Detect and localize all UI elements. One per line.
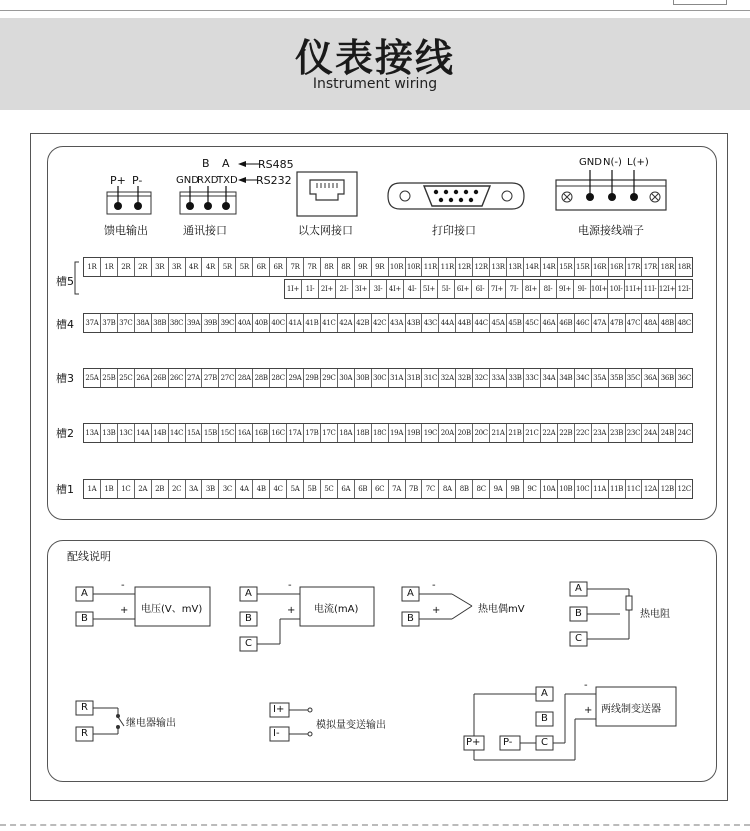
terminal-cell: 30A	[338, 369, 355, 387]
terminal-cell: 26A	[135, 369, 152, 387]
terminal-cell: 2A	[135, 480, 152, 498]
terminal-cell: 7A	[389, 480, 406, 498]
terminal-cell: 34B	[558, 369, 575, 387]
terminal-cell: 45B	[507, 314, 524, 332]
analog-terminal-iplus: I+	[273, 704, 285, 715]
terminal-cell: 10B	[558, 480, 575, 498]
terminal-cell: 27C	[219, 369, 236, 387]
terminal-cell: 12I-	[677, 285, 691, 293]
thermocouple-plus: +	[432, 605, 441, 616]
terminal-cell: 5I+	[421, 280, 438, 298]
terminal-cell: 10C	[575, 480, 592, 498]
terminal-cell: 22B	[558, 424, 575, 442]
terminal-cell: 1B	[101, 480, 118, 498]
terminal-cell: 46B	[558, 314, 575, 332]
terminal-cell: 3B	[202, 480, 219, 498]
current-label: 电流(mA)	[314, 604, 359, 615]
terminal-cell: 31B	[406, 369, 423, 387]
terminal-cell: 14A	[135, 424, 152, 442]
terminal-cell: 46A	[541, 314, 558, 332]
terminal-cell: 24C	[677, 429, 691, 437]
terminal-cell: 12I+	[659, 280, 676, 298]
terminal-cell: 7I-	[506, 280, 523, 298]
terminal-cell: 18B	[355, 424, 372, 442]
terminal-cell: 15A	[186, 424, 203, 442]
power-pin-gnd: GND	[579, 157, 602, 168]
terminal-cell: 15R	[575, 258, 592, 276]
terminal-cell: 11A	[592, 480, 609, 498]
terminal-cell: 8I-	[540, 280, 557, 298]
terminal-cell: 3R	[169, 258, 186, 276]
terminal-cell: 48A	[642, 314, 659, 332]
voltage-terminal-b: B	[81, 613, 88, 624]
rs485-pin-a: A	[222, 157, 230, 170]
terminal-cell: 30B	[355, 369, 372, 387]
terminal-cell: 1C	[118, 480, 135, 498]
terminal-cell: 44C	[473, 314, 490, 332]
terminal-cell: 39A	[186, 314, 203, 332]
page-subtitle: Instrument wiring	[312, 76, 438, 92]
terminal-cell: 1A	[84, 480, 101, 498]
terminal-cell: 23B	[609, 424, 626, 442]
terminal-cell: 12A	[642, 480, 659, 498]
rs485-pin-b: B	[202, 157, 210, 170]
terminal-cell: 34A	[541, 369, 558, 387]
slot4-strip	[83, 313, 693, 333]
terminal-cell: 1I+	[285, 280, 302, 298]
terminal-cell: 9B	[507, 480, 524, 498]
terminal-cell: 13A	[84, 424, 101, 442]
terminal-cell: 7I+	[489, 280, 506, 298]
terminal-cell: 12B	[659, 480, 676, 498]
terminal-cell: 42B	[355, 314, 372, 332]
terminal-cell: 20B	[456, 424, 473, 442]
terminal-cell: 43B	[406, 314, 423, 332]
ethernet-label: 以太网接口	[298, 224, 353, 237]
terminal-cell: 21C	[524, 424, 541, 442]
terminal-cell: 19B	[406, 424, 423, 442]
slot4-label: 槽4	[56, 318, 74, 331]
terminal-cell: 7B	[406, 480, 423, 498]
terminal-cell: 48C	[677, 319, 691, 327]
terminal-cell: 26C	[169, 369, 186, 387]
terminal-cell: 1R	[101, 258, 118, 276]
terminal-cell: 11R	[439, 258, 456, 276]
terminal-cell: 4C	[270, 480, 287, 498]
terminal-cell: 28B	[253, 369, 270, 387]
terminal-cell: 44A	[439, 314, 456, 332]
printer-label: 打印接口	[432, 224, 476, 237]
power-pin-n: N(-)	[603, 157, 622, 168]
terminal-cell: 31A	[389, 369, 406, 387]
terminal-cell: 8B	[456, 480, 473, 498]
terminal-cell: 45A	[490, 314, 507, 332]
terminal-cell: 10R	[406, 258, 423, 276]
comm-pin-txd: TXD	[217, 175, 238, 186]
current-plus: +	[287, 605, 296, 616]
power-pin-l: L(+)	[627, 157, 649, 168]
slot5-label: 槽5	[56, 275, 74, 288]
terminal-cell: 37A	[84, 314, 101, 332]
terminal-cell: 12R	[473, 258, 490, 276]
terminal-cell: 9R	[355, 258, 372, 276]
terminal-cell: 23C	[626, 424, 643, 442]
rs485-label: RS485	[258, 158, 294, 171]
ethernet-port-icon	[297, 172, 357, 216]
terminal-cell: 21B	[507, 424, 524, 442]
terminal-cell: 24A	[642, 424, 659, 442]
terminal-cell: 26B	[152, 369, 169, 387]
terminal-cell: 32C	[473, 369, 490, 387]
terminal-cell: 5C	[321, 480, 338, 498]
terminal-cell: 43A	[389, 314, 406, 332]
terminal-cell: 3I+	[353, 280, 370, 298]
twowire-p-minus: P-	[503, 737, 513, 748]
twowire-terminal-c: C	[541, 737, 548, 748]
slot2-label: 槽2	[56, 427, 74, 440]
voltage-label: 电压(V、mV)	[141, 604, 203, 615]
terminal-cell: 6B	[355, 480, 372, 498]
terminal-cell: 7C	[422, 480, 439, 498]
terminal-cell: 18R	[677, 263, 691, 271]
terminal-cell: 11B	[609, 480, 626, 498]
rtd-terminal-b: B	[575, 608, 582, 619]
wiring-title: 配线说明	[67, 550, 111, 563]
terminal-cell: 13C	[118, 424, 135, 442]
terminal-cell: 3R	[152, 258, 169, 276]
terminal-cell: 38C	[169, 314, 186, 332]
relay-terminal-2: R	[81, 728, 88, 739]
terminal-cell: 17A	[287, 424, 304, 442]
terminal-cell: 8R	[338, 258, 355, 276]
terminal-cell: 18A	[338, 424, 355, 442]
terminal-cell: 24B	[659, 424, 676, 442]
slot1-label: 槽1	[56, 483, 74, 496]
terminal-cell: 2R	[118, 258, 135, 276]
terminal-cell: 3A	[186, 480, 203, 498]
terminal-cell: 14R	[524, 258, 541, 276]
terminal-cell: 2C	[169, 480, 186, 498]
relay-label: 继电器输出	[126, 718, 176, 729]
power-terminal-label: 电源接线端子	[578, 224, 644, 237]
terminal-cell: 10A	[541, 480, 558, 498]
terminal-cell: 37C	[118, 314, 135, 332]
terminal-cell: 29A	[287, 369, 304, 387]
terminal-cell: 4B	[253, 480, 270, 498]
terminal-cell: 6I-	[472, 280, 489, 298]
feedback-power-label: 馈电输出	[104, 224, 148, 237]
twowire-terminal-b: B	[541, 713, 548, 724]
current-minus: -	[288, 580, 292, 591]
terminal-cell: 14B	[152, 424, 169, 442]
terminal-cell: 38A	[135, 314, 152, 332]
terminal-cell: 4R	[186, 258, 203, 276]
terminal-cell: 4I+	[387, 280, 404, 298]
thermocouple-minus: -	[432, 580, 436, 591]
terminal-cell: 23A	[592, 424, 609, 442]
terminal-cell: 12C	[677, 485, 691, 493]
feedback-power-connector	[107, 186, 151, 214]
terminal-cell: 17R	[642, 258, 659, 276]
terminal-cell: 2B	[152, 480, 169, 498]
terminal-cell: 4I-	[404, 280, 421, 298]
page-title: 仪表接线	[294, 36, 455, 80]
terminal-cell: 6I+	[455, 280, 472, 298]
terminal-cell: 1I-	[302, 280, 319, 298]
terminal-cell: 5A	[287, 480, 304, 498]
thermocouple-label: 热电偶mV	[478, 604, 525, 615]
terminal-cell: 4R	[202, 258, 219, 276]
terminal-cell: 29B	[304, 369, 321, 387]
terminal-cell: 48B	[659, 314, 676, 332]
analog-terminal-iminus: I-	[273, 728, 280, 739]
terminal-cell: 10I-	[608, 280, 625, 298]
current-diagram	[240, 587, 374, 651]
terminal-cell: 9C	[524, 480, 541, 498]
terminal-cell: 25A	[84, 369, 101, 387]
terminal-cell: 5R	[219, 258, 236, 276]
terminal-cell: 32B	[456, 369, 473, 387]
two-wire-diagram	[464, 687, 676, 760]
terminal-cell: 17C	[321, 424, 338, 442]
terminal-cell: 12R	[456, 258, 473, 276]
analog-output-label: 模拟量变送输出	[316, 720, 386, 731]
terminal-cell: 36A	[642, 369, 659, 387]
terminal-cell: 9A	[490, 480, 507, 498]
terminal-cell: 40A	[236, 314, 253, 332]
thermocouple-terminal-a: A	[407, 588, 414, 599]
rs232-label: RS232	[256, 174, 292, 187]
terminal-cell: 47B	[609, 314, 626, 332]
slot1-strip	[83, 479, 693, 499]
terminal-cell: 3C	[219, 480, 236, 498]
terminal-cell: 14R	[541, 258, 558, 276]
rtd-label: 热电阻	[640, 609, 670, 620]
terminal-cell: 7R	[287, 258, 304, 276]
terminal-cell: 11C	[626, 480, 643, 498]
terminal-cell: 47C	[626, 314, 643, 332]
comm-label: 通讯接口	[183, 224, 227, 237]
twowire-terminal-a: A	[541, 688, 548, 699]
terminal-cell: 32A	[439, 369, 456, 387]
printer-port-icon	[388, 183, 524, 209]
thermocouple-terminal-b: B	[407, 613, 414, 624]
terminal-cell: 15R	[558, 258, 575, 276]
terminal-cell: 16C	[270, 424, 287, 442]
terminal-cell: 33B	[507, 369, 524, 387]
terminal-cell: 41B	[304, 314, 321, 332]
slot2-strip	[83, 423, 693, 443]
terminal-cell: 11R	[422, 258, 439, 276]
terminal-cell: 42A	[338, 314, 355, 332]
terminal-cell: 9I-	[574, 280, 591, 298]
terminal-cell: 8C	[473, 480, 490, 498]
terminal-cell: 5B	[304, 480, 321, 498]
terminal-cell: 10I+	[591, 280, 608, 298]
terminal-cell: 35B	[609, 369, 626, 387]
terminal-cell: 36B	[659, 369, 676, 387]
terminal-cell: 39C	[219, 314, 236, 332]
terminal-cell: 30C	[372, 369, 389, 387]
terminal-cell: 6R	[270, 258, 287, 276]
terminal-cell: 33C	[524, 369, 541, 387]
terminal-cell: 37B	[101, 314, 118, 332]
terminal-cell: 17R	[626, 258, 643, 276]
terminal-cell: 9I+	[557, 280, 574, 298]
terminal-cell: 28A	[236, 369, 253, 387]
terminal-cell: 34C	[575, 369, 592, 387]
twowire-p-plus: P+	[466, 737, 481, 748]
terminal-cell: 6R	[253, 258, 270, 276]
bottom-divider	[0, 824, 750, 826]
terminal-cell: 13B	[101, 424, 118, 442]
terminal-cell: 1R	[84, 258, 101, 276]
terminal-cell: 13R	[490, 258, 507, 276]
terminal-cell: 16B	[253, 424, 270, 442]
terminal-cell: 33A	[490, 369, 507, 387]
terminal-cell: 35C	[626, 369, 643, 387]
terminal-cell: 42C	[372, 314, 389, 332]
slot3-strip	[83, 368, 693, 388]
terminal-cell: 35A	[592, 369, 609, 387]
slot5-row1-strip	[83, 257, 693, 277]
terminal-cell: 21A	[490, 424, 507, 442]
terminal-cell: 2R	[135, 258, 152, 276]
terminal-cell: 18C	[372, 424, 389, 442]
terminal-cell: 15B	[202, 424, 219, 442]
twowire-label: 两线制变送器	[601, 704, 661, 715]
terminal-cell: 29C	[321, 369, 338, 387]
terminal-cell: 28C	[270, 369, 287, 387]
power-terminal-icon	[556, 170, 666, 210]
comm-pin-gnd: GND	[176, 175, 199, 186]
current-terminal-a: A	[245, 588, 252, 599]
rtd-terminal-c: C	[575, 633, 582, 644]
terminal-cell: 14C	[169, 424, 186, 442]
terminal-cell: 47A	[592, 314, 609, 332]
terminal-cell: 16R	[592, 258, 609, 276]
terminal-cell: 11I-	[642, 280, 659, 298]
terminal-cell: 8A	[439, 480, 456, 498]
terminal-cell: 10R	[389, 258, 406, 276]
terminal-cell: 25C	[118, 369, 135, 387]
relay-terminal-1: R	[81, 702, 88, 713]
terminal-cell: 6C	[372, 480, 389, 498]
terminal-cell: 36C	[677, 374, 691, 382]
feedback-pin-plus: P+	[110, 174, 126, 187]
terminal-cell: 43C	[422, 314, 439, 332]
terminal-cell: 16A	[236, 424, 253, 442]
terminal-cell: 7R	[304, 258, 321, 276]
comm-pin-rxd: RXD	[197, 175, 219, 186]
terminal-cell: 20C	[473, 424, 490, 442]
terminal-cell: 16R	[609, 258, 626, 276]
comm-connector	[180, 161, 260, 214]
terminal-cell: 27B	[202, 369, 219, 387]
terminal-cell: 8I+	[523, 280, 540, 298]
terminal-cell: 15C	[219, 424, 236, 442]
terminal-cell: 13R	[507, 258, 524, 276]
terminal-cell: 40B	[253, 314, 270, 332]
terminal-cell: 41A	[287, 314, 304, 332]
terminal-cell: 22A	[541, 424, 558, 442]
terminal-cell: 2I+	[319, 280, 336, 298]
terminal-cell: 8R	[321, 258, 338, 276]
terminal-cell: 18R	[659, 258, 676, 276]
twowire-minus: -	[584, 680, 588, 691]
terminal-cell: 45C	[524, 314, 541, 332]
voltage-minus: -	[121, 580, 125, 591]
feedback-pin-minus: P-	[132, 174, 143, 187]
slot3-label: 槽3	[56, 372, 74, 385]
terminal-cell: 25B	[101, 369, 118, 387]
terminal-cell: 31C	[422, 369, 439, 387]
terminal-cell: 9R	[372, 258, 389, 276]
terminal-cell: 19C	[422, 424, 439, 442]
terminal-cell: 5R	[236, 258, 253, 276]
terminal-cell: 39B	[202, 314, 219, 332]
terminal-cell: 46C	[575, 314, 592, 332]
terminal-cell: 17B	[304, 424, 321, 442]
voltage-plus: +	[120, 605, 129, 616]
terminal-cell: 40C	[270, 314, 287, 332]
terminal-cell: 44B	[456, 314, 473, 332]
terminal-cell: 5I-	[438, 280, 455, 298]
terminal-cell: 6A	[338, 480, 355, 498]
twowire-plus: +	[584, 705, 593, 716]
rtd-terminal-a: A	[575, 583, 582, 594]
terminal-cell: 41C	[321, 314, 338, 332]
terminal-cell: 3I-	[370, 280, 387, 298]
current-terminal-c: C	[245, 638, 252, 649]
terminal-cell: 11I+	[625, 280, 642, 298]
terminal-cell: 38B	[152, 314, 169, 332]
terminal-cell: 2I-	[336, 280, 353, 298]
terminal-cell: 22C	[575, 424, 592, 442]
terminal-cell: 4A	[236, 480, 253, 498]
current-terminal-b: B	[245, 613, 252, 624]
terminal-cell: 19A	[389, 424, 406, 442]
slot5-row2-strip	[284, 279, 693, 299]
voltage-terminal-a: A	[81, 588, 88, 599]
terminal-cell: 20A	[439, 424, 456, 442]
terminal-cell: 27A	[186, 369, 203, 387]
